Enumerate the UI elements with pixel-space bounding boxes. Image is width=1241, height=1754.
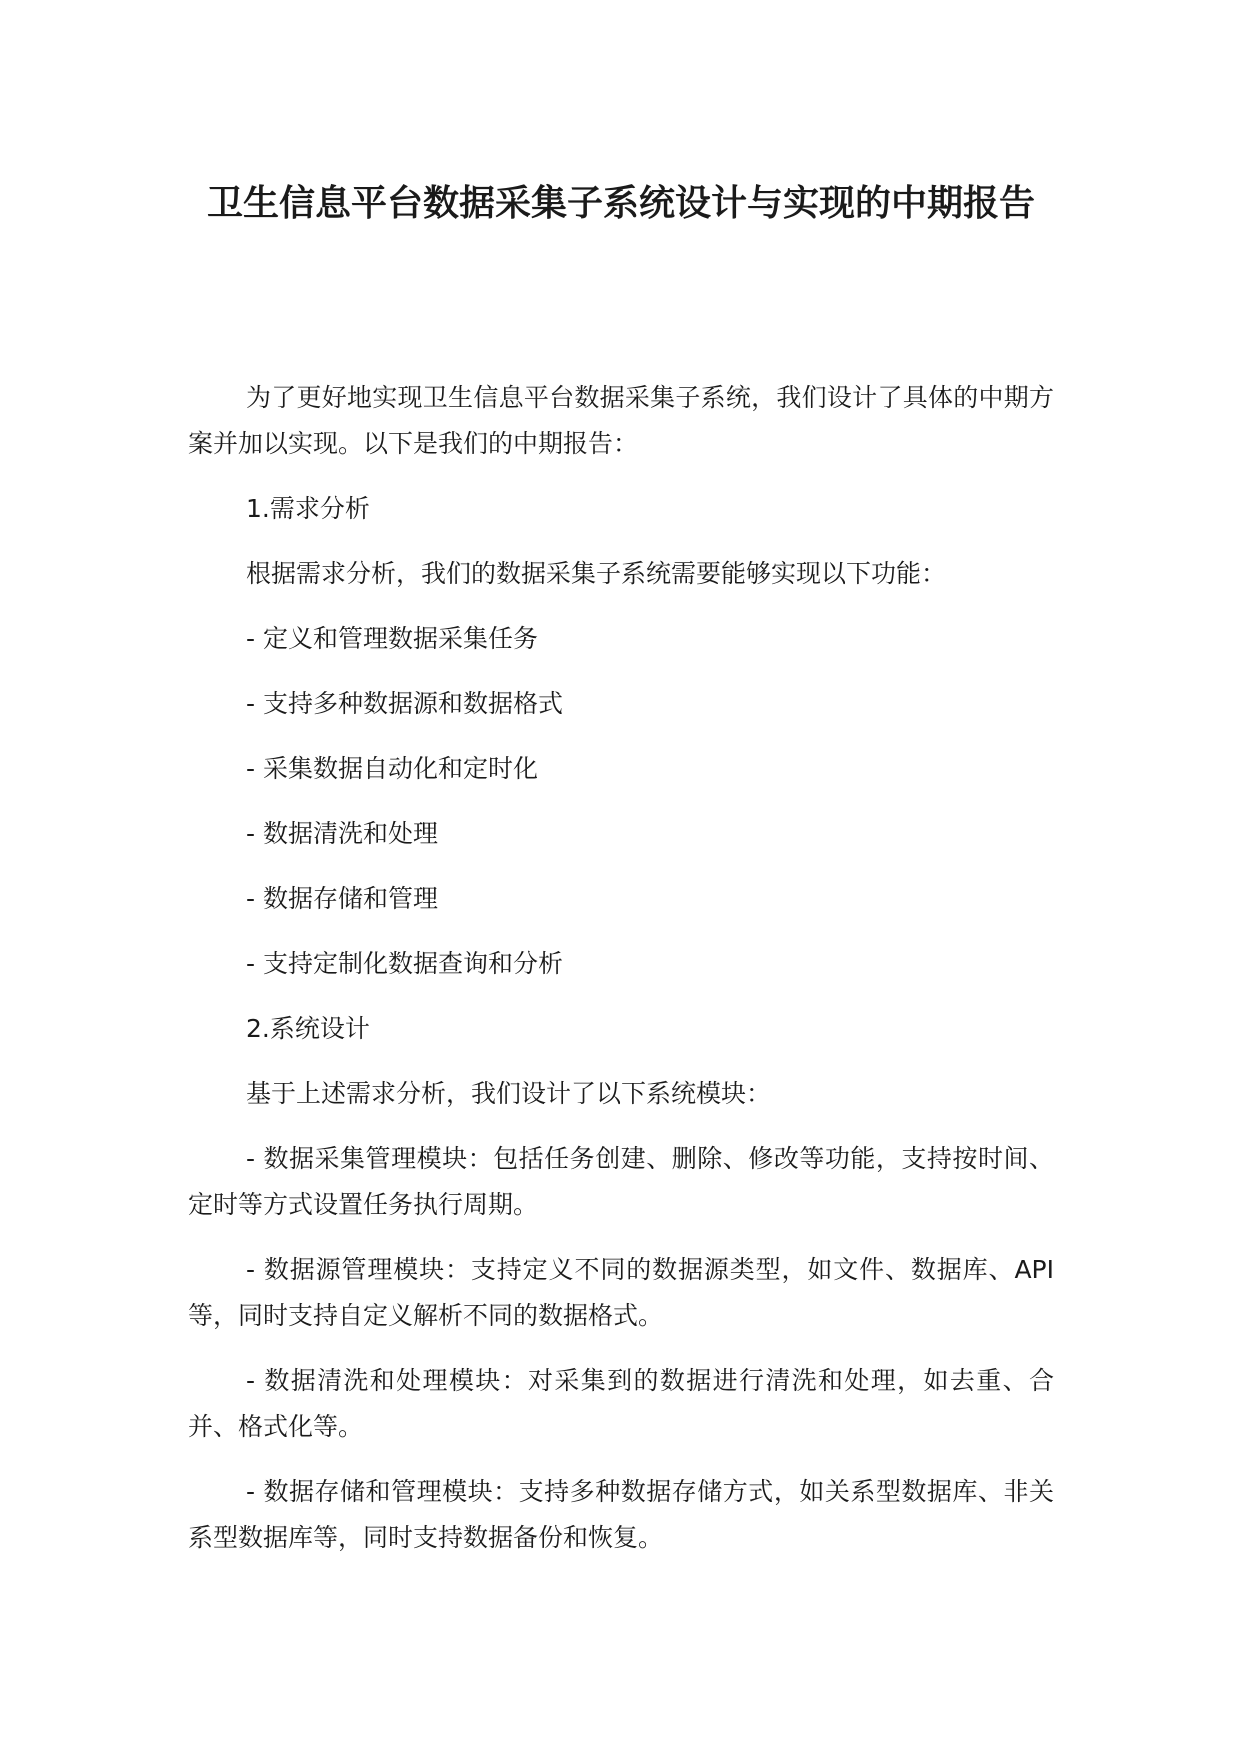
list-item: - 数据存储和管理	[246, 884, 438, 913]
paragraph: 基于上述需求分析，我们设计了以下系统模块：	[246, 1079, 772, 1108]
list-item: - 数据清洗和处理模块：对采集到的数据进行清洗和处理，如去重、合并、格式化等。	[188, 1366, 1054, 1441]
list-item: - 数据源管理模块：支持定义不同的数据源类型，如文件、数据库、API 等，同时支持自定义解析不同的数据格式。	[188, 1255, 1054, 1330]
paragraph-intro: 为了更好地实现卫生信息平台数据采集子系统，我们设计了具体的中期方案并加以实现。以下是我们的中期报告：	[188, 383, 1054, 458]
list-item: - 定义和管理数据采集任务	[246, 624, 538, 653]
list-item: - 数据清洗和处理	[246, 819, 438, 848]
list-item: - 采集数据自动化和定时化	[246, 754, 538, 783]
list-item: - 支持多种数据源和数据格式	[246, 689, 563, 718]
document-title: 卫生信息平台数据采集子系统设计与实现的中期报告	[206, 183, 1035, 224]
list-item: - 数据采集管理模块：包括任务创建、删除、修改等功能，支持按时间、定时等方式设置任务执行周期。	[188, 1144, 1054, 1219]
section-heading-requirements: 1.需求分析	[246, 494, 370, 523]
document-body	[188, 375, 1054, 1580]
paragraph: 根据需求分析，我们的数据采集子系统需要能够实现以下功能：	[246, 559, 947, 588]
list-item: - 支持定制化数据查询和分析	[246, 949, 563, 978]
section-heading-design: 2.系统设计	[246, 1014, 370, 1043]
list-item: - 数据存储和管理模块：支持多种数据存储方式，如关系型数据库、非关系型数据库等，同时支持数据备份和恢复。	[188, 1477, 1054, 1552]
